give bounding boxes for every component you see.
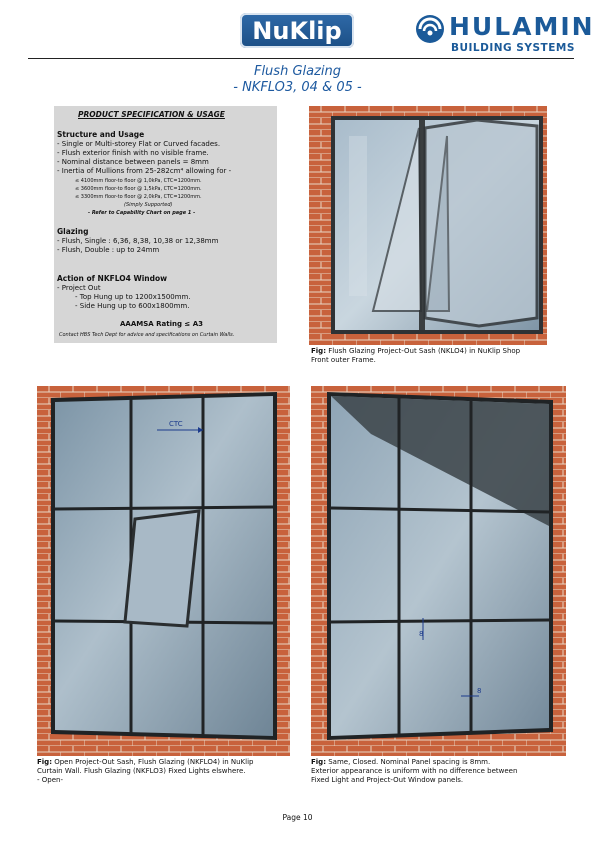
curtain-wall-closed-image (311, 386, 566, 756)
nuklip-logo (240, 13, 354, 48)
structure-item: - Inertia of Mullions from 25-282cm⁴ allowing for - (57, 167, 232, 175)
ctc-dimension-label: CTC (169, 420, 183, 428)
mullion-item: ≤ 3300mm floor-to floor @ 2,0kPa, CTC=1200mm. (75, 194, 202, 200)
hulamin-name: HULAMIN (449, 12, 595, 41)
caption-text: Front outer Frame. (311, 356, 376, 364)
caption-text: Fixed Light and Project-Out Window panels. (311, 776, 464, 784)
capability-reference: - Refer to Capability Chart on page 1 - (88, 210, 196, 216)
hulamin-subtitle: BUILDING SYSTEMS (451, 42, 575, 54)
glazing-item: - Flush, Double : up to 24mm (57, 246, 160, 254)
project-out-sash-image (309, 106, 547, 345)
structure-item: - Flush exterior finish with no visible frame. (57, 149, 209, 157)
page-title: Flush Glazing (253, 64, 342, 79)
mullion-item: ≤ 4100mm floor-to floor @ 1,0kPa, CTC=1200mm. (75, 178, 202, 184)
mullion-item: ≤ 3600mm floor-to floor @ 1,5kPa, CTC=1200mm. (75, 186, 202, 192)
caption-label: Fig: (311, 758, 326, 766)
page-subtitle: - NKFLO3, 04 & 05 - (233, 80, 362, 95)
caption-text: Curtain Wall. Flush Glazing (NKFLO3) Fixed Lights elswhere. (37, 767, 246, 775)
caption-label: Fig: (37, 758, 52, 766)
product-specification-box (54, 106, 277, 343)
figure-project-out-sash-photo (309, 106, 547, 345)
caption-text: Exterior appearance is uniform with no difference between (311, 767, 518, 775)
aaamsa-rating: AAAMSA Rating ≤ A3 (120, 320, 203, 328)
structure-heading: Structure and Usage (57, 130, 145, 139)
structure-item: - Single or Multi-storey Flat or Curved facades. (57, 140, 221, 148)
action-item: - Side Hung up to 600x1800mm. (75, 302, 190, 310)
caption-text: Same, Closed. Nominal Panel spacing is 8mm. (326, 758, 491, 766)
hulamin-logo (415, 12, 595, 56)
curtain-wall-open-image (37, 386, 290, 756)
caption-text: Open Project-Out Sash, Flush Glazing (NKFLO4) in NuKlip (52, 758, 254, 766)
spec-heading: PRODUCT SPECIFICATION & USAGE (78, 110, 225, 119)
caption-text: Flush Glazing Project-Out Sash (NKLO4) in NuKlip Shop (326, 347, 521, 355)
figure-1-caption (311, 347, 520, 365)
page-number: Page 10 (282, 813, 313, 822)
nuklip-logo-text: NuKlip (252, 16, 342, 45)
glazing-heading: Glazing (57, 227, 89, 236)
spacing-dimension-label-vertical: 8 (419, 630, 424, 638)
header-divider (28, 58, 574, 59)
action-item: - Top Hung up to 1200x1500mm. (75, 293, 191, 301)
simply-supported-note: (Simply Supported) (124, 202, 173, 208)
caption-label: Fig: (311, 347, 326, 355)
caption-text: - Open- (37, 776, 63, 784)
figure-3-caption (311, 758, 517, 785)
contact-note: Contact HBS Tech Dept for advice and specifications on Curtain Walls. (59, 332, 235, 338)
figure-curtain-wall-open-photo (37, 386, 290, 756)
action-item: - Project Out (57, 284, 101, 292)
spacing-dimension-label-horizontal: 8 (477, 687, 482, 695)
hulamin-wave-icon (415, 14, 445, 44)
action-heading: Action of NKFLO4 Window (57, 274, 168, 283)
figure-2-caption (37, 758, 253, 785)
structure-item: - Nominal distance between panels = 8mm (57, 158, 209, 166)
glazing-item: - Flush, Single : 6,36, 8,38, 10,38 or 12,38mm (57, 237, 219, 245)
figure-curtain-wall-closed-photo (311, 386, 566, 756)
